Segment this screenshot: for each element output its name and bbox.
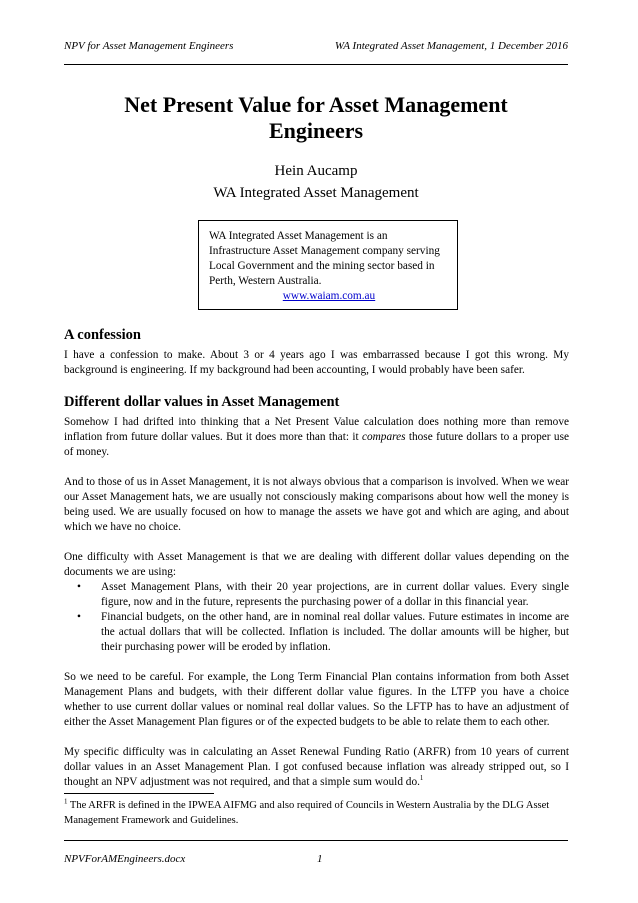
npv-intro-text-b: those future dollars to a proper use of money.: [64, 431, 569, 458]
footer-rule: [64, 840, 568, 841]
list-item-text: Financial budgets, on the other hand, are in nominal real dollar values. Future estimates in income are the actual dollars that will be collected. Inflation is included. The dollar amounts will be higher, but their purchasing power will be eroded by inflation.: [101, 611, 569, 653]
header-left: NPV for Asset Management Engineers: [64, 40, 234, 52]
paragraph-difficulty: One difficulty with Asset Management is that we are dealing with different dollar values depending on the documents we are using:: [64, 551, 569, 578]
paragraph-careful: So we need to be careful. For example, the Long Term Financial Plan contains information from both Asset Management Plans and budgets, with their different dollar value figures. In the LTFP you have a choice whether to use current dollar values or nominal real dollar values. So the LFTP has to have an adjustment of either the Asset Management Plan figures or of the expected budgets to be able to relate them to each other.: [64, 671, 569, 728]
company-info-box: [198, 220, 458, 310]
bullet-icon: •: [77, 611, 81, 623]
list-item: [64, 580, 569, 610]
title-line-2: Engineers: [268, 118, 364, 143]
author-org: WA Integrated Asset Management: [213, 185, 419, 201]
section-heading-dollar-values: Different dollar values in Asset Management: [64, 394, 340, 410]
section-heading-confession: A confession: [64, 327, 141, 343]
list-item-text: Asset Management Plans, with their 20 year projections, are in current dollar values. Every single figure, now and in the future, represents the purchasing power of a dollar in this financial year.: [101, 581, 569, 608]
paragraph-arfr: [64, 745, 569, 790]
header-rule: [64, 64, 568, 65]
list-item: [64, 610, 569, 655]
footnote-ref[interactable]: 1: [419, 774, 424, 783]
document-title: [64, 92, 568, 144]
footnote: [64, 798, 569, 828]
footnote-rule: [64, 793, 214, 794]
author-name: Hein Aucamp: [274, 163, 358, 179]
footer-filename: NPVForAMEngineers.docx: [64, 853, 186, 865]
footnote-marker: 1: [64, 797, 68, 806]
title-line-1: Net Present Value for Asset Management: [124, 92, 508, 117]
npv-intro-emphasis: compares: [361, 431, 406, 443]
page-number: 1: [317, 853, 323, 865]
arfr-text: My specific difficulty was in calculating an Asset Renewal Funding Ratio (ARFR) from 10 years of current dollar values in an Asset Management Plan. I got confused because inflation was already stripped out, so I thought an NPV adjustment was not required, and that a simple sum would do.: [64, 746, 569, 788]
footnote-text: The ARFR is defined in the IPWEA AIFMG and also required of Councils in Western Australia by the DLG Asset Management Framework and Guidelines.: [64, 800, 550, 826]
company-website-link[interactable]: www.waiam.com.au: [282, 290, 376, 302]
npv-intro-text-a: Somehow I had drifted into thinking that a Net Present Value calculation does nothing more than remove inflation from future dollar values. But it does more than that: it: [64, 416, 569, 443]
paragraph-comparison: And to those of us in Asset Management, it is not always obvious that a comparison is involved. When we wear our Asset Management hats, we are usually not consciously making comparisons about how well the money is being used. We are usually focused on how to manage the assets we have got and which are aging, and about which we have no choice.: [64, 476, 569, 533]
paragraph-npv-intro: [64, 415, 569, 460]
document-body: [64, 326, 569, 805]
author-block: [64, 160, 568, 204]
company-info-text: WA Integrated Asset Management is an Infrastructure Asset Management company serving Local Government and the mining sector based in Perth, Western Australia.: [209, 230, 440, 287]
header-right: WA Integrated Asset Management, 1 December 2016: [334, 40, 568, 52]
dollar-values-list: [64, 580, 569, 655]
bullet-icon: •: [77, 581, 81, 593]
confession-paragraph: I have a confession to make. About 3 or 4 years ago I was embarrassed because I got this wrong. My background is engineering. If my background had been accounting, I would probably have been safer.: [64, 349, 569, 376]
